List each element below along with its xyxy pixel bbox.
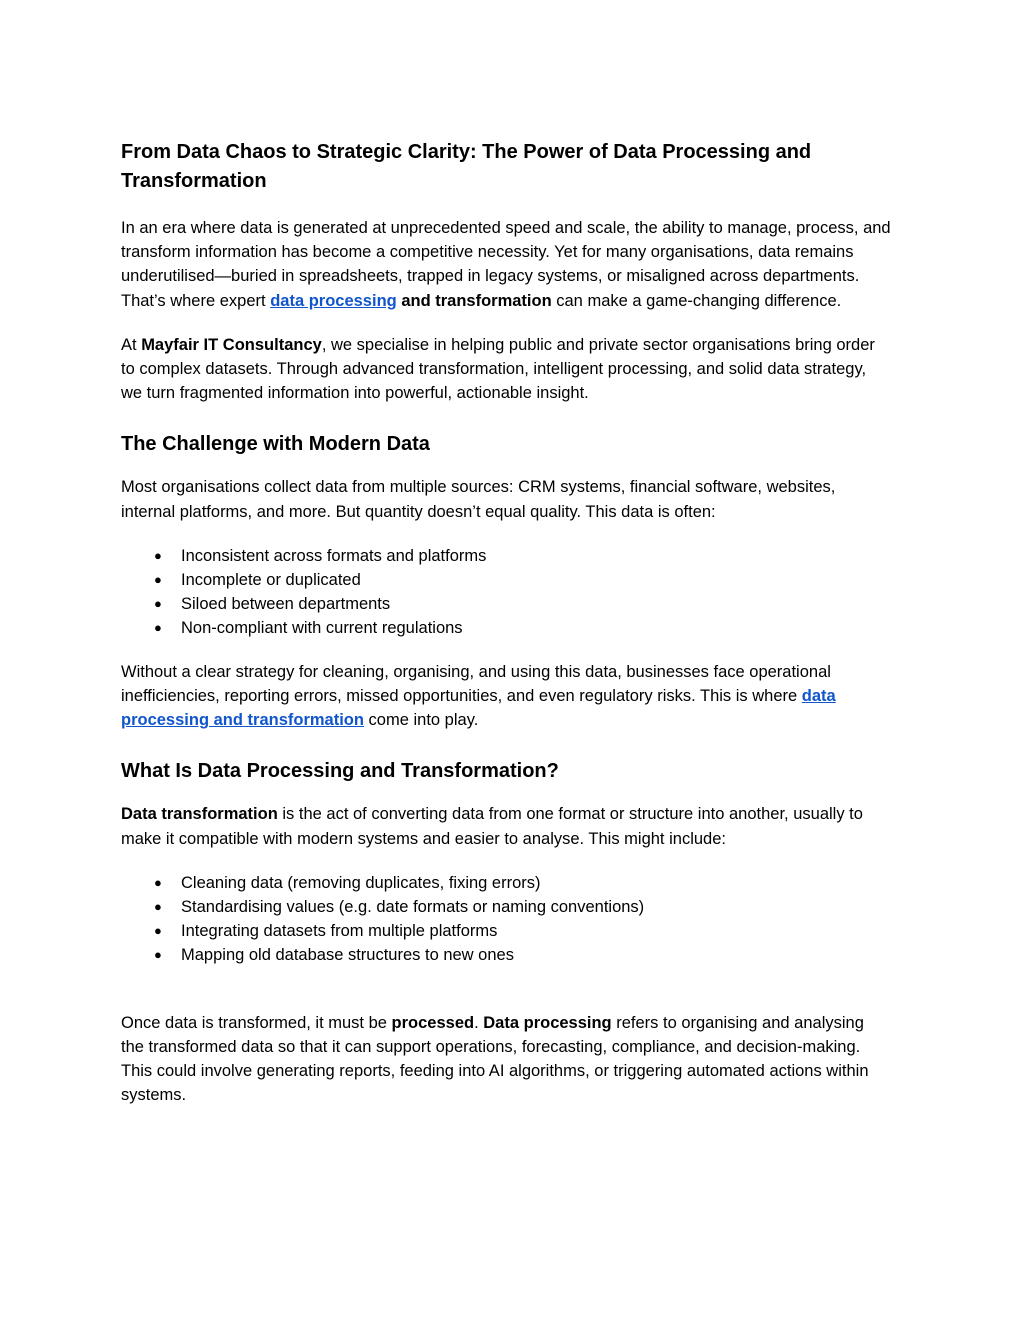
bullet-icon: ● (154, 898, 162, 914)
data-processing-link[interactable]: data processing (270, 291, 397, 310)
list-item: ● Incomplete or duplicated (121, 568, 891, 592)
challenge-list (121, 544, 891, 640)
list-item: ● Mapping old database structures to new ones (121, 943, 891, 967)
list-item: ● Cleaning data (removing duplicates, fixing errors) (121, 871, 891, 895)
intro-paragraph (121, 216, 891, 313)
transformation-list (121, 871, 891, 967)
bullet-icon: ● (154, 874, 162, 890)
processed-term: processed (391, 1013, 475, 1032)
about-prefix: At (121, 335, 142, 354)
data-processing-transformation-link[interactable]: data processing and transformation (121, 687, 836, 730)
definition-paragraph (121, 802, 891, 850)
document-page (121, 138, 891, 1128)
data-processing-term: Data processing (483, 1013, 612, 1032)
challenge-intro: Most organisations collect data from multiple sources: CRM systems, financial software, websites, internal platforms, and more. But quantity doesn’t equal quality. This data is often: (121, 478, 836, 521)
challenge-outro (121, 660, 891, 733)
outro-text: Without a clear strategy for cleaning, organising, and using this data, businesses face operational inefficiencies, reporting errors, missed opportunities, and even regulatory risks. This is where (121, 662, 831, 706)
about-paragraph (121, 333, 891, 406)
bullet-icon: ● (154, 946, 162, 962)
company-name: Mayfair IT Consultancy (141, 335, 322, 354)
intro-text: In an era where data is generated at unprecedented speed and scale, the ability to manage, process, and transform information has become a competitive necessity. Yet for many organisations, data remains underutilised—buried in spreadsheets, trapped in legacy systems, or misaligned across departments. That’s where expert (121, 219, 891, 310)
challenge-heading: The Challenge with Modern Data (121, 433, 430, 456)
bullet-icon: ● (154, 619, 162, 635)
intro-text-end: can make a game-changing difference. (551, 291, 842, 310)
processing-paragraph: Once data is transformed, it must be processed. Data processing refers to organising and analysing the transformed data so that it can support operations, forecasting, compliance, and decision-making. This could involve generating reports, feeding into AI algorithms, or triggering automated actions within systems. (121, 1013, 869, 1105)
bullet-icon: ● (154, 922, 162, 938)
outro-text-end: come into play. (363, 711, 479, 730)
bullet-icon: ● (154, 547, 162, 563)
definition-text: is the act of converting data from one format or structure into another, usually to make it compatible with modern systems and easier to analyse. This might include: (121, 805, 863, 848)
bullet-icon: ● (154, 595, 162, 611)
list-item: ● Non-compliant with current regulations (121, 616, 891, 640)
list-item: ● Integrating datasets from multiple platforms (121, 919, 891, 943)
spacer (121, 987, 891, 1011)
what-is-heading: What Is Data Processing and Transformation? (121, 760, 559, 783)
bullet-icon: ● (154, 571, 162, 587)
intro-bold-text: and transformation (396, 291, 552, 310)
list-item: ● Inconsistent across formats and platforms (121, 544, 891, 568)
definition-term: Data transformation (121, 805, 278, 824)
list-item: ● Siloed between departments (121, 592, 891, 616)
document-title: From Data Chaos to Strategic Clarity: The Power of Data Processing and Transformation (121, 141, 812, 192)
list-item: ● Standardising values (e.g. date formats or naming conventions) (121, 895, 891, 919)
about-text: , we specialise in helping public and private sector organisations bring order to complex datasets. Through advanced transformation, intelligent processing, and solid data strategy, we turn fragmented information into powerful, actionable insight. (121, 335, 875, 403)
